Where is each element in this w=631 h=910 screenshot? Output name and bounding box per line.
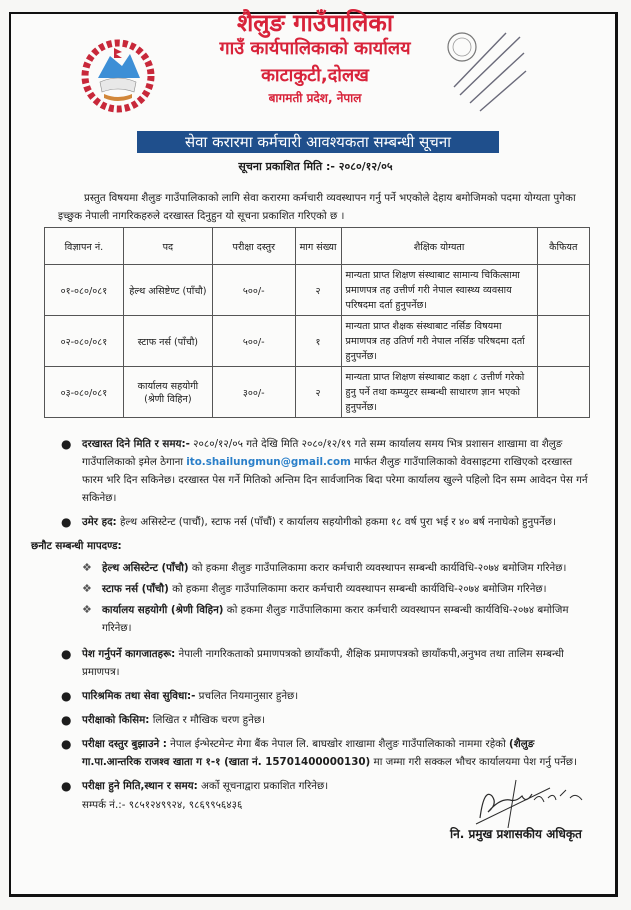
- exam-type-label: परीक्षाको किसिम:: [82, 714, 150, 726]
- qualification-cell: मान्यता प्राप्त शिक्षण संस्थाबाट सामान्य चिकित्सामा प्रमाणपत्र तह उत्तीर्ण गरी नेपाल स्वास्थ्य व्यवसाय परिषदमा दर्ता हुनुपर्नेछ।: [341, 265, 537, 316]
- remarks-cell: [537, 316, 589, 367]
- ad-no-cell: ०२-०८०/०८१: [45, 316, 124, 367]
- selection-text: को हकमा शैलुङ गाउँपालिकामा करार कर्मचारी व्यवस्थापन सम्बन्धी कार्यविधि-२०७४ बमोजिम गरिनेछ।: [191, 562, 567, 574]
- selection-post: हेल्थ असिस्टेन्ट (पाँचौ): [102, 562, 189, 574]
- documents-text: नेपाली नागरिकताको प्रमाणपत्रको छायाँकपी, शैक्षिक प्रमाणपत्रको छायाँकपी,अनुभव तथा तालिम सम्बन्धी प्रमाणपत्र।: [82, 648, 564, 678]
- count-cell: २: [295, 265, 341, 316]
- contact-numbers: सम्पर्क नं.:- ९८५१२४९९२४, ९८६९९५६४३६: [82, 799, 243, 811]
- selection-item: [56, 580, 596, 598]
- exam-type-text: लिखित र मौखिक चरण हुनेछ।: [152, 714, 265, 726]
- bullet-icon: ●: [61, 437, 72, 451]
- post-cell: स्टाफ नर्स (पाँचौ): [123, 316, 212, 367]
- ad-no-cell: ०१-०८०/०८१: [45, 265, 124, 316]
- qualification-cell: मान्यता प्राप्त शिक्षण संस्थाबाट कक्षा ८ उत्तीर्ण गरेको हुनु पर्ने तथा कम्प्युटर सम्बन्धी साधारण ज्ञान भएको हुनुपर्नेछ।: [341, 367, 537, 418]
- publish-date: सूचना प्रकाशित मिति :- २०८०/१२/०५: [238, 160, 393, 173]
- office-stamp-icon: [440, 25, 530, 120]
- diamond-bullet-icon: ❖: [82, 582, 92, 595]
- fee-cell: ५००/-: [212, 316, 295, 367]
- bullet-icon: ●: [61, 515, 72, 529]
- remuneration-note: [56, 687, 596, 705]
- post-cell: कार्यालय सहयोगी (श्रेणी विहिन): [123, 367, 212, 418]
- table-header-row: [45, 228, 590, 265]
- notice-title-banner: सेवा करारमा कर्मचारी आवश्यकता सम्बन्धी सूचना: [137, 131, 499, 153]
- exam-schedule-label: परीक्षा हुने मिति,स्थान र समय:: [82, 780, 198, 792]
- fee-payment-label: परीक्षा दस्तुर बुझाउने :: [82, 738, 167, 750]
- fee-payment-text: नेपाल ईन्भेस्टमेन्ट मेगा बैंक नेपाल लि. बाघखोर शाखामा शैलुङ गाउँपालिकाको नाममा रहेको: [170, 738, 506, 750]
- header-remarks: कैफियत: [537, 228, 589, 265]
- ad-no-cell: ०३-०८०/०८१: [45, 367, 124, 418]
- header-qualification: शैक्षिक योग्यता: [341, 228, 537, 265]
- intro-paragraph: प्रस्तुत विषयमा शैलुङ गाउँपालिकाको लागि सेवा करारमा कर्मचारी व्यवस्थापन गर्नु पर्ने भएकोले देहाय बमोजिमको पदमा योग्यता पुगेका इच्छुक नेपाली नागरिकहरुले दरखास्त दिनुहुन यो सूचना प्रकाशित गरिएको छ ।: [58, 192, 576, 222]
- remuneration-label: पारिश्रमिक तथा सेवा सुविधा:-: [82, 690, 196, 702]
- bullet-icon: ●: [61, 713, 72, 727]
- notice-conditions: [31, 435, 596, 813]
- municipality-name: शैलुङ गाउँपालिका: [236, 9, 394, 37]
- count-cell: १: [295, 316, 341, 367]
- count-cell: २: [295, 367, 341, 418]
- bank-account: (शैलुङ गा.पा.आन्तरिक राजश्व खाता ग १-१ (खाता नं. 15701400000130): [82, 738, 535, 768]
- application-text-after: मार्फत शैलुङ गाउँपालिकाको वेवसाइटमा राखिएको दरखास्त फारम भरि दिन सकिनेछ। दरखास्त पेस गर्ने मितिको अन्तिम दिन सार्वजानिक बिदा परेमा कार्यालय खुल्ने पहिलो दिन सम्म आवेदन पेस गर्न सकिनेछ।: [82, 456, 588, 504]
- selection-post: स्टाफ नर्स (पाँचौ): [102, 583, 169, 595]
- selection-text: को हकमा शैलुङ गाउँपालिकामा करार कर्मचारी व्यवस्थापन सम्बन्धी कार्यविधि-२०७४ बमोजिम गरिनेछ।: [102, 604, 569, 634]
- fee-payment-text-after: मा जम्मा गरी सक्कल भौचर कार्यालयमा पेश गर्नु पर्नेछ।: [373, 756, 577, 768]
- diamond-bullet-icon: ❖: [82, 603, 92, 616]
- header-ad-no: विज्ञापन नं.: [45, 228, 124, 265]
- fee-cell: ३००/-: [212, 367, 295, 418]
- selection-text: को हकमा शैलुङ गाउँपालिकामा करार कर्मचारी व्यवस्थापन सम्बन्धी कार्यविधि-२०७४ बमोजिम गरिनेछ।: [172, 583, 547, 595]
- header-post: पद: [123, 228, 212, 265]
- remarks-cell: [537, 265, 589, 316]
- remuneration-text: प्रचलित नियमानुसार हुनेछ।: [198, 690, 299, 702]
- application-label: दरखास्त दिने मिति र समय:-: [82, 438, 190, 450]
- fee-cell: ५००/-: [212, 265, 295, 316]
- bullet-icon: ●: [61, 689, 72, 703]
- exam-type-note: [56, 711, 596, 729]
- province-name: बागमती प्रदेश, नेपाल: [268, 91, 362, 105]
- age-label: उमेर हद:: [82, 516, 117, 528]
- qualification-cell: मान्यता प्राप्त शैक्षक संस्थाबाट नर्सिङ विषयमा प्रमाणपत्र तह उतिर्ण गरी नेपाल नर्सिङ परिषदमा दर्ता हुनुपर्नेछ।: [341, 316, 537, 367]
- email-link[interactable]: ito.shailungmun@gmail.com: [186, 456, 351, 468]
- bullet-icon: ●: [61, 647, 72, 661]
- post-cell: हेल्थ असिष्टेण्ट (पाँचौ): [123, 265, 212, 316]
- officer-title: नि. प्रमुख प्रशासकीय अधिकृत: [450, 827, 582, 841]
- bullet-icon: ●: [61, 779, 72, 793]
- selection-criteria-title: छनौट सम्बन्धी मापदण्ड:: [31, 540, 122, 552]
- office-name: गाउँ कार्यपालिकाको कार्यालय: [219, 38, 411, 59]
- fee-payment-note: [56, 735, 596, 771]
- nepal-emblem-icon: [78, 38, 158, 114]
- office-location: काटाकुटी,दोलख: [261, 65, 369, 86]
- selection-item: [56, 601, 596, 637]
- remarks-cell: [537, 367, 589, 418]
- application-text: २०८०/१२/०५ गते देखि मिति २०८०/१२/१९ गते सम्म कार्यालय समय भित्र प्रशासन शाखामा वा शैलुङ गाउँपालिकाको इमेल ठेगाना: [82, 438, 563, 468]
- selection-post: कार्यालय सहयोगी (श्रेणी विहिन): [102, 604, 224, 616]
- application-note: [56, 435, 596, 507]
- exam-schedule-text: अर्को सूचनाद्वारा प्रकाशित गरिनेछ।: [201, 780, 329, 792]
- selection-item: [56, 559, 596, 577]
- documents-note: [56, 645, 596, 681]
- table-row: [45, 367, 590, 418]
- diamond-bullet-icon: ❖: [82, 561, 92, 574]
- handwritten-signature-icon: [470, 778, 590, 828]
- age-text: हेल्थ असिस्टेन्ट (पाचौं), स्टाफ नर्स (पाँचौं) र कार्यालय सहयोगीको हकमा १८ वर्ष पुरा भई र ४० बर्ष ननाघेको हुनुपर्नेछ।: [119, 516, 556, 528]
- header-count: माग संख्या: [295, 228, 341, 265]
- header-fee: परीक्षा दस्तुर: [212, 228, 295, 265]
- table-row: [45, 265, 590, 316]
- table-row: [45, 316, 590, 367]
- bullet-icon: ●: [61, 737, 72, 751]
- age-note: [56, 513, 596, 531]
- documents-label: पेश गर्नुपर्ने कागजातहरू:: [82, 648, 176, 660]
- vacancy-table: [44, 227, 590, 418]
